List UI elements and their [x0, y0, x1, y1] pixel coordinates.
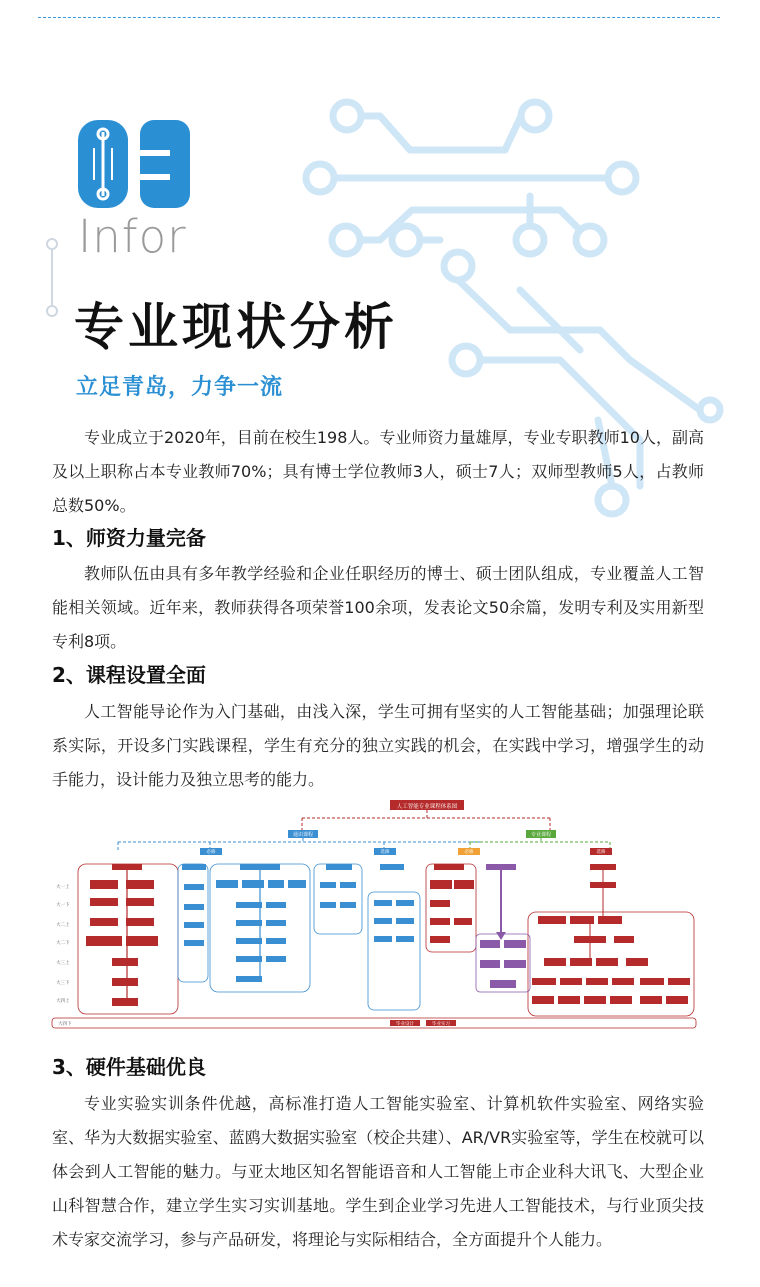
diagram-root-label: 人工智能专业课程体系图 [396, 804, 458, 810]
section-number-graphic [76, 118, 194, 212]
semester-label: 大一下 [56, 903, 70, 908]
diagram-branch-major-label: 专业课程 [530, 832, 552, 838]
section-body-curriculum: 人工智能导论作为入门基础，由浅入深，学生可拥有坚实的人工智能基础；加强理论联系实际，开设多门实践课程，学生有充分的独立实践的机会，在实践中学习，增强学生的动手能力，设计能力及独立思考的能力。 [52, 702, 704, 789]
side-line-decoration-icon [44, 236, 60, 326]
diagram-group-label: 必修 [206, 850, 216, 855]
curriculum-diagram [50, 798, 698, 1030]
page-subtitle: 立足青岛，力争一流 [76, 375, 284, 400]
section-body-hardware: 专业实验实训条件优越，高标准打造人工智能实验室、计算机软件实验室、网络实验室、华为大数据实验室、蓝鸥大数据实验室（校企共建）、AR/VR实验室等，学生在校就可以体会到人工智能的魅力。与亚太地区知名智能语音和人工智能上市企业科大讯飞、大型企业山科智慧合作，建立学生实习实训基地。学生到企业学习先进人工智能技术，与行业顶尖技术专家交流学习，参与产品研发，将理论与实际相结合，全方面提升个人能力。 [52, 1094, 704, 1249]
diagram-branch-general-label: 通识课程 [292, 832, 314, 838]
section-heading-hardware: 3、硬件基础优良 [52, 1055, 206, 1079]
section-label: Infor [78, 210, 187, 263]
section-heading-curriculum: 2、课程设置全面 [52, 663, 206, 687]
semester-label: 大二下 [56, 941, 70, 946]
diagram-footer-label: 毕业设计 [396, 1022, 414, 1027]
semester-label: 大一上 [56, 885, 70, 890]
section-heading-faculty: 1、师资力量完备 [52, 526, 206, 550]
diagram-group-label: 选修 [596, 850, 606, 855]
intro-paragraph: 专业成立于2020年，目前在校生198人。专业师资力量雄厚，专业专职教师10人，副高及以上职称占本专业教师70%；具有博士学位教师3人，硕士7人；双师型教师5人，占教师总数50%。 [52, 428, 704, 515]
diagram-footer-semester: 大四下 [58, 1022, 72, 1027]
diagram-group-label: 选修 [380, 850, 390, 855]
semester-label: 大二上 [56, 923, 70, 928]
diagram-group-label: 必修 [464, 850, 474, 855]
section-body-faculty: 教师队伍由具有多年教学经验和企业任职经历的博士、硕士团队组成，专业覆盖人工智能相关领域。近年来，教师获得各项荣誉100余项，发表论文50余篇，发明专利及实用新型专利8项。 [52, 564, 704, 651]
semester-label: 大四上 [56, 999, 70, 1004]
semester-label: 大三上 [56, 961, 70, 966]
section-number-text: 03 [104, 178, 106, 179]
page-title: 专业现状分析 [74, 298, 398, 356]
diagram-footer-label: 毕业实习 [432, 1022, 450, 1027]
semester-label: 大三下 [56, 981, 70, 986]
